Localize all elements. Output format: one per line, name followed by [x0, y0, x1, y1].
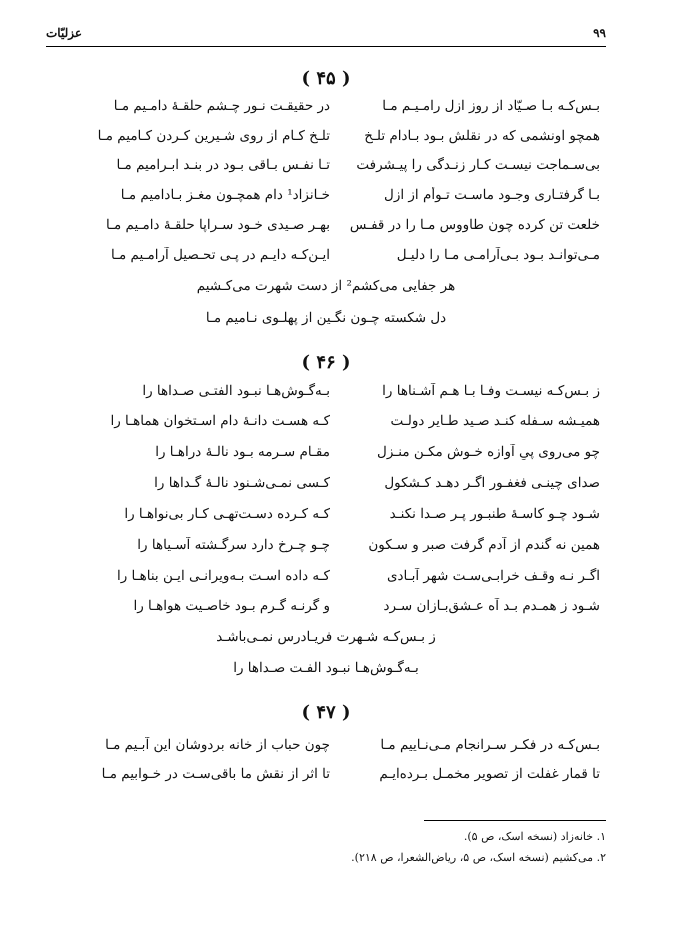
poem-number-47: ( ۴۷ ) — [301, 702, 351, 723]
hemistich-first: شـود چـو کاسـهٔ طنبـور پـر صـدا نکنـد — [389, 506, 600, 522]
hemistich-first: تا قمار غفلت از تصویر مخمـل بـرده‌ایـم — [379, 766, 600, 782]
hemistich-second: کـه داده اسـت بـه‌ویرانـی ایـن بناهـا را — [116, 568, 330, 584]
hemistich-second: و گرنـه گـرم بـود خاصـیت هواهـا را — [133, 598, 330, 614]
couplet — [90, 506, 600, 528]
couplet — [90, 217, 600, 239]
couplet — [90, 568, 600, 590]
poem-number-45: ( ۴۵ ) — [301, 68, 351, 89]
hemistich-first: بـس‌کـه بـا صـیّاد از روز ازل رامـیـم مـا — [382, 98, 600, 114]
hemistich-first: اگـر نـه وقـف خرابـی‌سـت شهر آبـادی — [386, 568, 600, 584]
page-number: ۹۹ — [593, 26, 606, 40]
footnote-separator — [424, 820, 606, 821]
couplet — [90, 444, 600, 466]
hemistich-first: ز بـس‌کـه نیسـت وفـا بـا هـم آشـناها را — [382, 383, 600, 399]
hemistich-second: تـا نفـس بـاقی بـود در بنـد ابـرامیم مـا — [116, 157, 330, 173]
closing-hemistich: ز بـس‌کـه شـهرت فریـادرس نمـی‌باشـد — [216, 629, 436, 645]
hemistich-second: تلـخ کـام از روی شـیرین کـردن کـامیم مـا — [97, 128, 330, 144]
closing-hemistich: هر جفایی می‌کشم² از دست شهرت می‌کـشیم — [196, 278, 456, 294]
hemistich-second: بـه‌گـوش‌هـا نبـود الفتـی صـداها را — [142, 383, 330, 399]
hemistich-first: خلعت تن کرده چون طاووس مـا را در قفـس — [349, 217, 600, 233]
hemistich-first: بی‌سـماجت نیسـت کـار زنـدگی را پیـشرفت — [356, 157, 600, 173]
hemistich-second: تا اثر از نقش ما باقی‌سـت در خـوابیم مـا — [101, 766, 330, 782]
couplet — [90, 598, 600, 620]
hemistich-second: مقـام سـرمه بـود نالـهٔ دراهـا را — [155, 444, 330, 460]
closing-hemistich: بـه‌گـوش‌هـا نبـود الفـت صـداها را — [233, 660, 419, 676]
hemistich-first: بـا گرفتـاری وجـود ماسـت تـوأم از ازل — [384, 187, 600, 203]
hemistich-first: صدای چینـی فغفـور اگـر دهـد کـشکول — [384, 475, 600, 491]
couplet — [90, 766, 600, 788]
couplet — [90, 737, 600, 759]
hemistich-first: شـود ز همـدم بـد آه عـشق‌بـازان سـرد — [383, 598, 600, 614]
hemistich-first: بـس‌کـه در فکـر سـرانجام مـی‌نـاییم مـا — [380, 737, 600, 753]
hemistich-second: چون حباب از خانه بردوشان این آبـیم مـا — [105, 737, 330, 753]
hemistich-first: همین نه گندم از آدم گرفت صبر و سـکون — [368, 537, 600, 553]
hemistich-second: خـانزاد¹ دام همچـون مغـز بـادامیم مـا — [120, 187, 330, 203]
couplet — [90, 413, 600, 435]
hemistich-first: چو می‌روی پیِ آوازه خـوش مکـن منـزل — [377, 444, 600, 460]
hemistich-second: بهـر صـیدی خـود سـراپا حلقـهٔ دامـیم مـا — [105, 217, 330, 233]
hemistich-first: همیـشه سـفله کنـد صـید طـایر دولـت — [390, 413, 600, 429]
hemistich-second: ایـن‌کـه دایـم در پـی تحـصیل آرامـیم مـا — [110, 247, 330, 263]
hemistich-first: مـی‌توانـد بـود بـی‌آرامـی مـا را دلیـل — [396, 247, 600, 263]
hemistich-first: همچو اونشمی که در نقلش بـود بـادام تلـخ — [364, 128, 600, 144]
footnote: ۱. خانه‌زاد (نسخه اسک، ص ۵). — [463, 830, 606, 843]
couplet — [90, 247, 600, 269]
hemistich-second: چـو چـرخ دارد سرگـشته آسـیاها را — [137, 537, 330, 553]
running-title: عزلیّات — [46, 26, 83, 40]
hemistich-second: در حقیقـت نـور چـشم حلقـهٔ دامـیم مـا — [113, 98, 330, 114]
hemistich-second: کـه هسـت دانـهٔ دام اسـتخوان هماهـا را — [110, 413, 330, 429]
couplet — [90, 98, 600, 120]
couplet — [90, 537, 600, 559]
hemistich-second: کـسی نمـی‌شـنود نالـهٔ گـداها را — [154, 475, 330, 491]
couplet — [90, 475, 600, 497]
couplet — [90, 128, 600, 150]
hemistich-second: کـه کـرده دسـت‌تهـی کـار بی‌نواهـا را — [124, 506, 330, 522]
couplet — [90, 383, 600, 405]
running-header — [46, 24, 606, 47]
poem-number-46: ( ۴۶ ) — [301, 352, 351, 373]
couplet — [90, 187, 600, 209]
closing-hemistich: دل شکسته چـون نگـین از پهلـوی نـامیم مـا — [205, 310, 447, 326]
couplet — [90, 157, 600, 179]
footnote: ۲. می‌کشیم (نسخه اسک، ص ۵، ریاض‌الشعرا، ص ۲۱۸). — [351, 851, 606, 864]
